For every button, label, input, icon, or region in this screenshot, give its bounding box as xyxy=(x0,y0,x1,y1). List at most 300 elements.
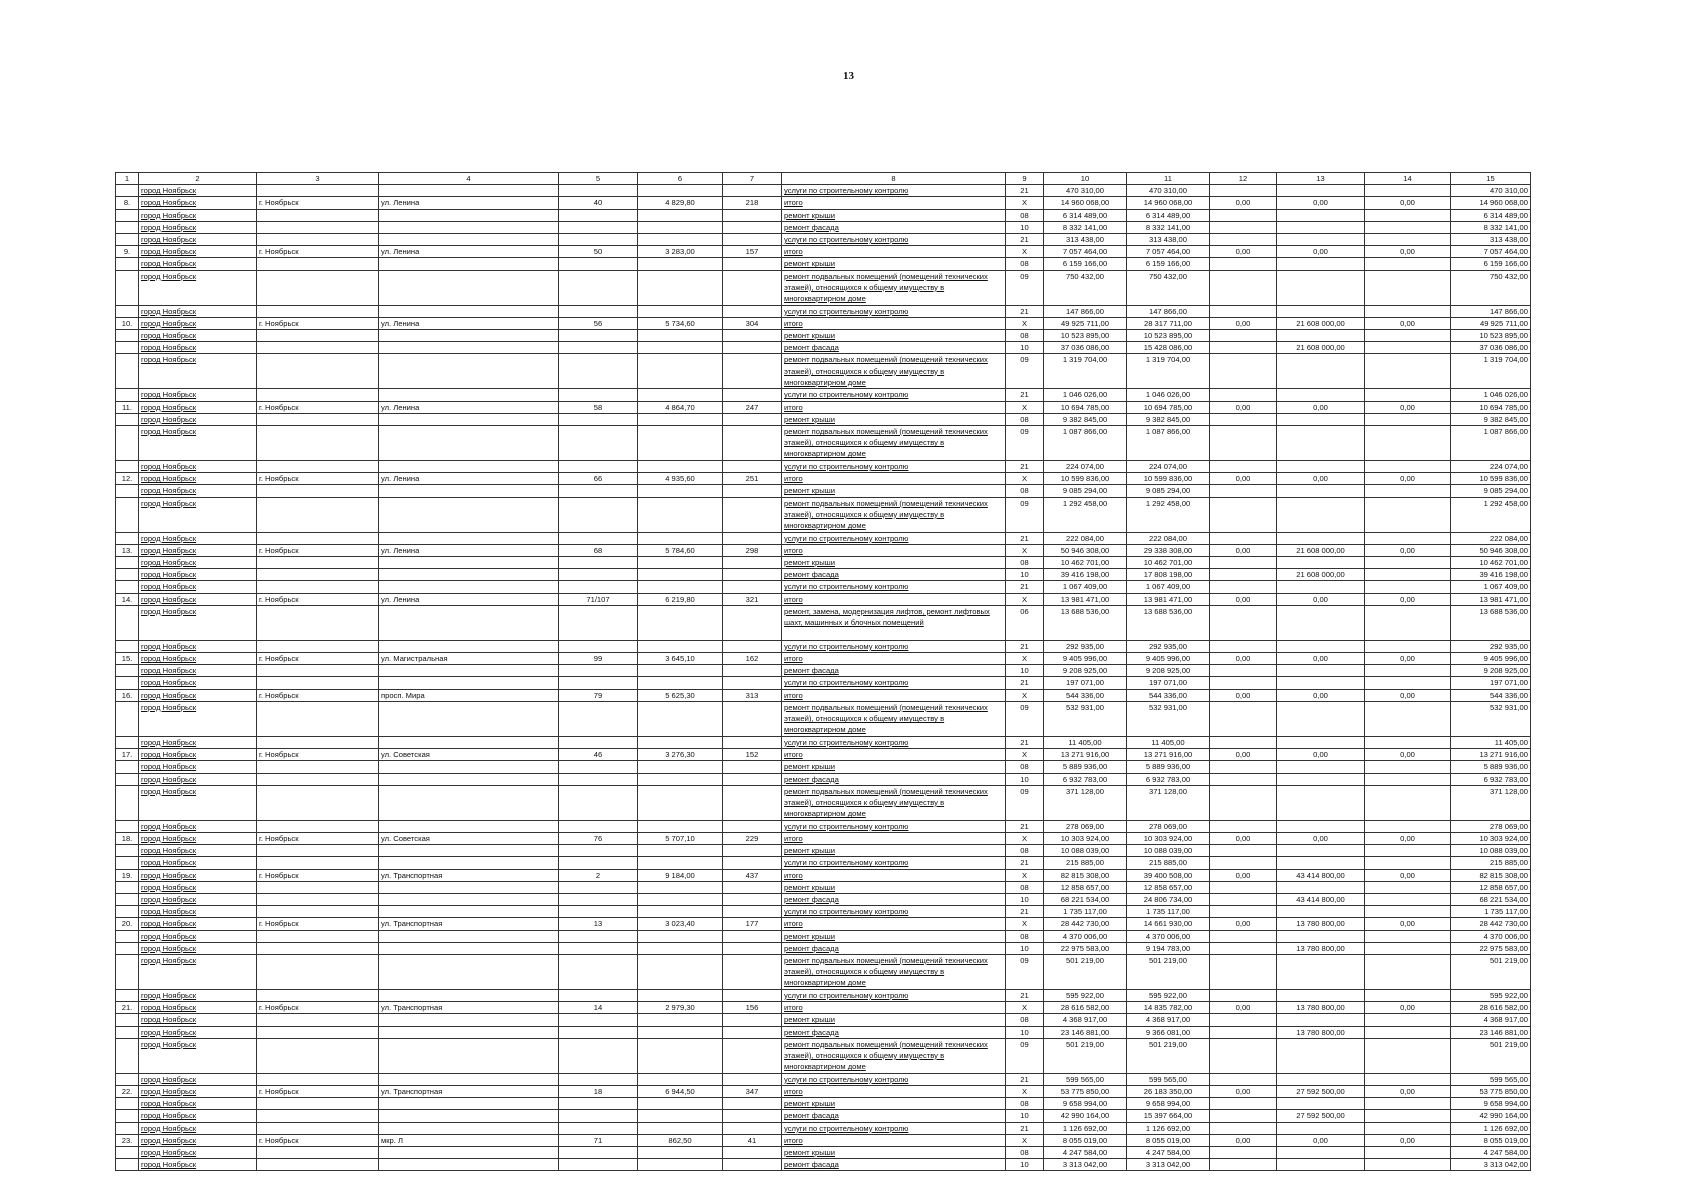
table-row xyxy=(116,832,1531,844)
budget-local-cell xyxy=(1277,234,1365,246)
municipality-cell: город Ноябрьск xyxy=(139,581,257,593)
budget-local-cell xyxy=(1277,785,1365,820)
street-cell xyxy=(379,1110,559,1122)
table-row xyxy=(116,930,1531,942)
residents-cell xyxy=(723,820,782,832)
table-row xyxy=(116,1159,1531,1171)
work-code-cell: 21 xyxy=(1006,1073,1044,1085)
budget-region-cell: 0,00 xyxy=(1210,832,1277,844)
area-cell: 5 784,60 xyxy=(638,544,723,556)
owners-funds-cell xyxy=(1365,532,1451,544)
street-cell: ул. Ленина xyxy=(379,401,559,413)
owners-funds-cell xyxy=(1365,581,1451,593)
row-total-cell: 9 382 845,00 xyxy=(1451,413,1531,425)
budget-region-cell xyxy=(1210,605,1277,640)
table-row xyxy=(116,869,1531,881)
total-cost-cell: 3 313 042,00 xyxy=(1044,1159,1127,1171)
municipality-cell: город Ноябрьск xyxy=(139,461,257,473)
owners-funds-cell xyxy=(1365,1098,1451,1110)
area-cell xyxy=(638,258,723,270)
fund-cost-cell: 15 428 086,00 xyxy=(1127,342,1210,354)
row-total-cell: 42 990 164,00 xyxy=(1451,1110,1531,1122)
house-number-cell: 99 xyxy=(559,653,638,665)
owners-funds-cell: 0,00 xyxy=(1365,1085,1451,1097)
area-cell: 3 023,40 xyxy=(638,918,723,930)
budget-local-cell: 0,00 xyxy=(1277,1134,1365,1146)
street-cell xyxy=(379,1014,559,1026)
house-number-cell xyxy=(559,1038,638,1073)
municipality-cell: город Ноябрьск xyxy=(139,1026,257,1038)
row-total-cell: 14 960 068,00 xyxy=(1451,197,1531,209)
total-cost-cell: 1 067 409,00 xyxy=(1044,581,1127,593)
work-type-cell: услуги по строительному контролю xyxy=(782,1122,1006,1134)
table-row xyxy=(116,1085,1531,1097)
fund-cost-cell: 224 074,00 xyxy=(1127,461,1210,473)
table-row xyxy=(116,773,1531,785)
budget-region-cell: 0,00 xyxy=(1210,473,1277,485)
municipality-cell: город Ноябрьск xyxy=(139,209,257,221)
work-type-cell: услуги по строительному контролю xyxy=(782,305,1006,317)
house-number-cell xyxy=(559,1014,638,1026)
row-total-cell: 1 126 692,00 xyxy=(1451,1122,1531,1134)
settlement-cell xyxy=(257,893,379,905)
settlement-cell xyxy=(257,413,379,425)
municipality-cell: город Ноябрьск xyxy=(139,1014,257,1026)
owners-funds-cell xyxy=(1365,557,1451,569)
municipality-cell: город Ноябрьск xyxy=(139,473,257,485)
owners-funds-cell xyxy=(1365,930,1451,942)
work-code-cell: X xyxy=(1006,401,1044,413)
budget-local-cell: 43 414 800,00 xyxy=(1277,893,1365,905)
settlement-cell xyxy=(257,1159,379,1171)
area-cell xyxy=(638,497,723,532)
fund-cost-cell: 1 735 117,00 xyxy=(1127,906,1210,918)
budget-local-cell xyxy=(1277,185,1365,197)
total-cost-cell: 197 071,00 xyxy=(1044,677,1127,689)
row-number-cell: 13. xyxy=(116,544,139,556)
row-total-cell: 23 146 881,00 xyxy=(1451,1026,1531,1038)
area-cell xyxy=(638,1026,723,1038)
row-total-cell: 10 303 924,00 xyxy=(1451,832,1531,844)
work-type-cell: ремонт крыши xyxy=(782,1098,1006,1110)
budget-region-cell xyxy=(1210,1146,1277,1158)
total-cost-cell: 4 368 917,00 xyxy=(1044,1014,1127,1026)
total-cost-cell: 595 922,00 xyxy=(1044,989,1127,1001)
budget-region-cell: 0,00 xyxy=(1210,689,1277,701)
budget-region-cell: 0,00 xyxy=(1210,246,1277,258)
budget-local-cell xyxy=(1277,1038,1365,1073)
fund-cost-cell: 1 067 409,00 xyxy=(1127,581,1210,593)
municipality-cell: город Ноябрьск xyxy=(139,918,257,930)
municipality-cell: город Ноябрьск xyxy=(139,1146,257,1158)
work-code-cell: 08 xyxy=(1006,1098,1044,1110)
fund-cost-cell: 10 694 785,00 xyxy=(1127,401,1210,413)
work-type-cell: ремонт крыши xyxy=(782,330,1006,342)
row-total-cell: 224 074,00 xyxy=(1451,461,1531,473)
table-row xyxy=(116,906,1531,918)
owners-funds-cell xyxy=(1365,1026,1451,1038)
row-total-cell: 13 688 536,00 xyxy=(1451,605,1531,640)
area-cell xyxy=(638,881,723,893)
fund-cost-cell: 9 366 081,00 xyxy=(1127,1026,1210,1038)
row-number-cell xyxy=(116,1122,139,1134)
municipality-cell: город Ноябрьск xyxy=(139,881,257,893)
area-cell xyxy=(638,330,723,342)
residents-cell: 156 xyxy=(723,1002,782,1014)
municipality-cell: город Ноябрьск xyxy=(139,1110,257,1122)
owners-funds-cell: 0,00 xyxy=(1365,401,1451,413)
work-code-cell: X xyxy=(1006,1134,1044,1146)
residents-cell: 313 xyxy=(723,689,782,701)
owners-funds-cell xyxy=(1365,1146,1451,1158)
table-row xyxy=(116,749,1531,761)
residents-cell xyxy=(723,185,782,197)
municipality-cell: город Ноябрьск xyxy=(139,1098,257,1110)
row-number-cell: 22. xyxy=(116,1085,139,1097)
area-cell xyxy=(638,701,723,736)
owners-funds-cell xyxy=(1365,1159,1451,1171)
fund-cost-cell: 9 085 294,00 xyxy=(1127,485,1210,497)
residents-cell xyxy=(723,1159,782,1171)
total-cost-cell: 9 405 996,00 xyxy=(1044,653,1127,665)
street-cell xyxy=(379,1146,559,1158)
owners-funds-cell: 0,00 xyxy=(1365,749,1451,761)
fund-cost-cell: 532 931,00 xyxy=(1127,701,1210,736)
owners-funds-cell xyxy=(1365,330,1451,342)
row-number-cell xyxy=(116,569,139,581)
settlement-cell xyxy=(257,701,379,736)
fund-cost-cell: 10 599 836,00 xyxy=(1127,473,1210,485)
settlement-cell xyxy=(257,1146,379,1158)
row-number-cell xyxy=(116,1026,139,1038)
fund-cost-cell: 1 087 866,00 xyxy=(1127,426,1210,461)
settlement-cell xyxy=(257,1122,379,1134)
work-type-cell: услуги по строительному контролю xyxy=(782,234,1006,246)
total-cost-cell: 9 658 994,00 xyxy=(1044,1098,1127,1110)
row-number-cell xyxy=(116,954,139,989)
house-number-cell xyxy=(559,906,638,918)
house-number-cell: 13 xyxy=(559,918,638,930)
budget-region-cell xyxy=(1210,893,1277,905)
settlement-cell: г. Ноябрьск xyxy=(257,918,379,930)
residents-cell: 152 xyxy=(723,749,782,761)
column-number: 9 xyxy=(1006,173,1044,185)
street-cell: ул. Транспортная xyxy=(379,869,559,881)
residents-cell xyxy=(723,221,782,233)
residents-cell xyxy=(723,605,782,640)
street-cell xyxy=(379,234,559,246)
row-number-cell xyxy=(116,942,139,954)
budget-local-cell xyxy=(1277,857,1365,869)
municipality-cell: город Ноябрьск xyxy=(139,640,257,652)
row-total-cell: 197 071,00 xyxy=(1451,677,1531,689)
street-cell xyxy=(379,677,559,689)
settlement-cell xyxy=(257,736,379,748)
owners-funds-cell: 0,00 xyxy=(1365,246,1451,258)
budget-local-cell xyxy=(1277,1098,1365,1110)
settlement-cell xyxy=(257,942,379,954)
row-number-cell xyxy=(116,557,139,569)
row-total-cell: 8 332 141,00 xyxy=(1451,221,1531,233)
budget-region-cell xyxy=(1210,881,1277,893)
row-total-cell: 4 247 584,00 xyxy=(1451,1146,1531,1158)
area-cell xyxy=(638,1110,723,1122)
table-row xyxy=(116,342,1531,354)
house-number-cell: 71 xyxy=(559,1134,638,1146)
fund-cost-cell: 13 981 471,00 xyxy=(1127,593,1210,605)
area-cell: 3 276,30 xyxy=(638,749,723,761)
work-type-cell: ремонт крыши xyxy=(782,557,1006,569)
work-code-cell: 21 xyxy=(1006,857,1044,869)
area-cell xyxy=(638,461,723,473)
house-number-cell xyxy=(559,701,638,736)
work-type-cell: ремонт крыши xyxy=(782,485,1006,497)
house-number-cell xyxy=(559,736,638,748)
row-total-cell: 82 815 308,00 xyxy=(1451,869,1531,881)
house-number-cell: 66 xyxy=(559,473,638,485)
residents-cell xyxy=(723,569,782,581)
owners-funds-cell xyxy=(1365,954,1451,989)
work-type-cell: ремонт подвальных помещений (помещений технических этажей), относящихся к общему имуществу в многоквартирном доме xyxy=(782,354,1006,389)
budget-region-cell xyxy=(1210,209,1277,221)
table-row xyxy=(116,736,1531,748)
work-type-cell: ремонт подвальных помещений (помещений технических этажей), относящихся к общему имуществу в многоквартирном доме xyxy=(782,270,1006,305)
total-cost-cell: 292 935,00 xyxy=(1044,640,1127,652)
area-cell xyxy=(638,1159,723,1171)
settlement-cell xyxy=(257,906,379,918)
budget-region-cell xyxy=(1210,906,1277,918)
owners-funds-cell xyxy=(1365,413,1451,425)
table-row xyxy=(116,677,1531,689)
area-cell: 6 944,50 xyxy=(638,1085,723,1097)
residents-cell xyxy=(723,906,782,918)
residents-cell xyxy=(723,1098,782,1110)
house-number-cell xyxy=(559,845,638,857)
area-cell xyxy=(638,1038,723,1073)
street-cell: ул. Транспортная xyxy=(379,918,559,930)
owners-funds-cell xyxy=(1365,185,1451,197)
residents-cell xyxy=(723,305,782,317)
residents-cell: 321 xyxy=(723,593,782,605)
fund-cost-cell: 1 292 458,00 xyxy=(1127,497,1210,532)
work-code-cell: X xyxy=(1006,593,1044,605)
budget-region-cell xyxy=(1210,1159,1277,1171)
owners-funds-cell xyxy=(1365,640,1451,652)
settlement-cell xyxy=(257,354,379,389)
row-total-cell: 6 159 166,00 xyxy=(1451,258,1531,270)
fund-cost-cell: 501 219,00 xyxy=(1127,954,1210,989)
fund-cost-cell: 26 183 350,00 xyxy=(1127,1085,1210,1097)
column-number: 12 xyxy=(1210,173,1277,185)
table-row xyxy=(116,1098,1531,1110)
fund-cost-cell: 9 382 845,00 xyxy=(1127,413,1210,425)
owners-funds-cell xyxy=(1365,497,1451,532)
house-number-cell xyxy=(559,413,638,425)
area-cell xyxy=(638,426,723,461)
row-total-cell: 8 055 019,00 xyxy=(1451,1134,1531,1146)
row-number-cell xyxy=(116,773,139,785)
owners-funds-cell: 0,00 xyxy=(1365,689,1451,701)
municipality-cell: город Ноябрьск xyxy=(139,413,257,425)
total-cost-cell: 49 925 711,00 xyxy=(1044,317,1127,329)
fund-cost-cell: 9 194 783,00 xyxy=(1127,942,1210,954)
budget-local-cell xyxy=(1277,1159,1365,1171)
budget-local-cell: 13 780 800,00 xyxy=(1277,1026,1365,1038)
table-row xyxy=(116,209,1531,221)
page-number: 13 xyxy=(843,70,854,82)
budget-region-cell xyxy=(1210,930,1277,942)
table-row xyxy=(116,785,1531,820)
house-number-cell xyxy=(559,581,638,593)
total-cost-cell: 1 087 866,00 xyxy=(1044,426,1127,461)
municipality-cell: город Ноябрьск xyxy=(139,869,257,881)
budget-local-cell xyxy=(1277,1073,1365,1085)
row-number-cell: 11. xyxy=(116,401,139,413)
table-row xyxy=(116,270,1531,305)
residents-cell xyxy=(723,677,782,689)
fund-cost-cell: 595 922,00 xyxy=(1127,989,1210,1001)
work-type-cell: ремонт подвальных помещений (помещений технических этажей), относящихся к общему имуществу в многоквартирном доме xyxy=(782,954,1006,989)
budget-region-cell xyxy=(1210,857,1277,869)
budget-region-cell xyxy=(1210,354,1277,389)
work-code-cell: 08 xyxy=(1006,930,1044,942)
budget-local-cell: 0,00 xyxy=(1277,197,1365,209)
row-number-cell xyxy=(116,389,139,401)
budget-local-cell: 0,00 xyxy=(1277,593,1365,605)
owners-funds-cell xyxy=(1365,989,1451,1001)
municipality-cell: город Ноябрьск xyxy=(139,1038,257,1073)
residents-cell xyxy=(723,270,782,305)
budget-local-cell xyxy=(1277,1146,1365,1158)
owners-funds-cell: 0,00 xyxy=(1365,869,1451,881)
row-number-cell xyxy=(116,736,139,748)
table-row xyxy=(116,761,1531,773)
municipality-cell: город Ноябрьск xyxy=(139,605,257,640)
row-number-cell: 20. xyxy=(116,918,139,930)
work-type-cell: услуги по строительному контролю xyxy=(782,736,1006,748)
owners-funds-cell xyxy=(1365,1110,1451,1122)
settlement-cell xyxy=(257,557,379,569)
budget-region-cell xyxy=(1210,426,1277,461)
budget-local-cell xyxy=(1277,906,1365,918)
house-number-cell: 56 xyxy=(559,317,638,329)
settlement-cell: г. Ноябрьск xyxy=(257,473,379,485)
house-number-cell xyxy=(559,989,638,1001)
municipality-cell: город Ноябрьск xyxy=(139,845,257,857)
budget-region-cell xyxy=(1210,736,1277,748)
work-type-cell: ремонт подвальных помещений (помещений технических этажей), относящихся к общему имуществу в многоквартирном доме xyxy=(782,1038,1006,1073)
work-code-cell: X xyxy=(1006,1002,1044,1014)
total-cost-cell: 4 247 584,00 xyxy=(1044,1146,1127,1158)
work-type-cell: ремонт фасада xyxy=(782,221,1006,233)
street-cell xyxy=(379,485,559,497)
fund-cost-cell: 13 271 916,00 xyxy=(1127,749,1210,761)
table-row xyxy=(116,918,1531,930)
settlement-cell xyxy=(257,1014,379,1026)
total-cost-cell: 28 442 730,00 xyxy=(1044,918,1127,930)
row-total-cell: 68 221 534,00 xyxy=(1451,893,1531,905)
settlement-cell xyxy=(257,221,379,233)
total-cost-cell: 10 599 836,00 xyxy=(1044,473,1127,485)
work-type-cell: итого xyxy=(782,689,1006,701)
work-code-cell: 21 xyxy=(1006,820,1044,832)
budget-local-cell: 0,00 xyxy=(1277,832,1365,844)
house-number-cell: 46 xyxy=(559,749,638,761)
settlement-cell xyxy=(257,1038,379,1073)
fund-cost-cell: 17 808 198,00 xyxy=(1127,569,1210,581)
municipality-cell: город Ноябрьск xyxy=(139,569,257,581)
row-total-cell: 501 219,00 xyxy=(1451,1038,1531,1073)
residents-cell xyxy=(723,989,782,1001)
street-cell xyxy=(379,413,559,425)
table-row xyxy=(116,1110,1531,1122)
total-cost-cell: 6 159 166,00 xyxy=(1044,258,1127,270)
total-cost-cell: 13 688 536,00 xyxy=(1044,605,1127,640)
work-type-cell: услуги по строительному контролю xyxy=(782,677,1006,689)
row-number-cell xyxy=(116,413,139,425)
table-row xyxy=(116,1146,1531,1158)
fund-cost-cell: 29 338 308,00 xyxy=(1127,544,1210,556)
work-type-cell: ремонт фасада xyxy=(782,569,1006,581)
row-total-cell: 371 128,00 xyxy=(1451,785,1531,820)
work-code-cell: 08 xyxy=(1006,1146,1044,1158)
budget-region-cell: 0,00 xyxy=(1210,197,1277,209)
street-cell: мкр. Л xyxy=(379,1134,559,1146)
area-cell xyxy=(638,305,723,317)
budget-region-cell xyxy=(1210,1014,1277,1026)
budget-region-cell: 0,00 xyxy=(1210,1002,1277,1014)
total-cost-cell: 532 931,00 xyxy=(1044,701,1127,736)
street-cell xyxy=(379,354,559,389)
street-cell xyxy=(379,857,559,869)
street-cell xyxy=(379,785,559,820)
settlement-cell xyxy=(257,569,379,581)
column-number: 8 xyxy=(782,173,1006,185)
work-code-cell: 06 xyxy=(1006,605,1044,640)
budget-local-cell xyxy=(1277,557,1365,569)
fund-cost-cell: 599 565,00 xyxy=(1127,1073,1210,1085)
row-total-cell: 9 085 294,00 xyxy=(1451,485,1531,497)
settlement-cell xyxy=(257,305,379,317)
work-code-cell: 10 xyxy=(1006,942,1044,954)
owners-funds-cell xyxy=(1365,1014,1451,1026)
owners-funds-cell xyxy=(1365,701,1451,736)
work-code-cell: 21 xyxy=(1006,185,1044,197)
street-cell xyxy=(379,532,559,544)
row-total-cell: 1 046 026,00 xyxy=(1451,389,1531,401)
fund-cost-cell: 4 368 917,00 xyxy=(1127,1014,1210,1026)
row-number-cell xyxy=(116,820,139,832)
column-number: 3 xyxy=(257,173,379,185)
budget-region-cell xyxy=(1210,1098,1277,1110)
work-type-cell: ремонт крыши xyxy=(782,1146,1006,1158)
house-number-cell xyxy=(559,342,638,354)
table-row xyxy=(116,258,1531,270)
budget-region-cell xyxy=(1210,942,1277,954)
budget-region-cell xyxy=(1210,270,1277,305)
street-cell xyxy=(379,881,559,893)
area-cell xyxy=(638,605,723,640)
area-cell xyxy=(638,389,723,401)
owners-funds-cell xyxy=(1365,820,1451,832)
total-cost-cell: 313 438,00 xyxy=(1044,234,1127,246)
work-type-cell: итого xyxy=(782,197,1006,209)
row-number-cell xyxy=(116,1159,139,1171)
total-cost-cell: 5 889 936,00 xyxy=(1044,761,1127,773)
table-row xyxy=(116,1122,1531,1134)
table-row xyxy=(116,893,1531,905)
work-type-cell: услуги по строительному контролю xyxy=(782,989,1006,1001)
